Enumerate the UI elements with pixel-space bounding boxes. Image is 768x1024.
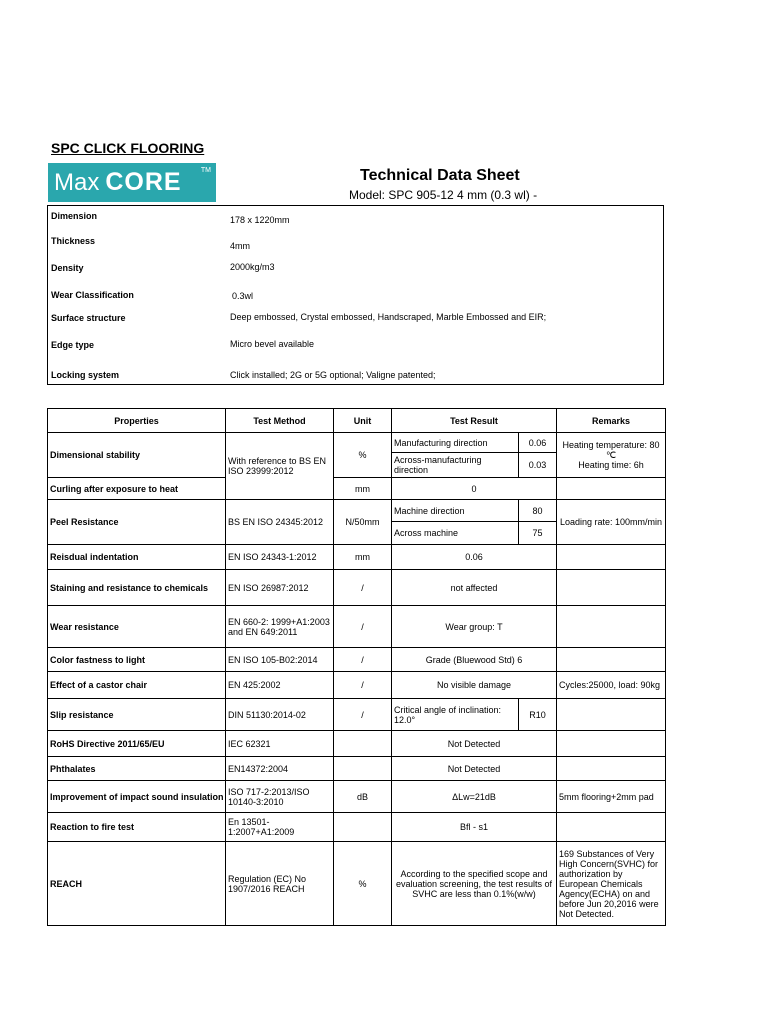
- header-test-method: Test Method: [226, 409, 334, 433]
- table-row: [48, 545, 666, 570]
- unit-color-fastness: /: [334, 648, 392, 672]
- table-row: [48, 813, 666, 842]
- property-staining: Staining and resistance to chemicals: [48, 570, 226, 606]
- header-remarks: Remarks: [557, 409, 666, 433]
- table-row: [48, 648, 666, 672]
- property-color-fastness: Color fastness to light: [48, 648, 226, 672]
- property-dimensional-stability: Dimensional stability: [48, 433, 226, 478]
- method-residual-indentation: EN ISO 24343-1:2012: [226, 545, 334, 570]
- method-impact-sound: ISO 717-2:2013/ISO 10140-3:2010: [226, 781, 334, 813]
- spec-label-locking: Locking system: [51, 370, 120, 380]
- remarks-residual-indentation: [557, 545, 666, 570]
- unit-wear-resistance: /: [334, 606, 392, 648]
- remarks-rohs: [557, 731, 666, 757]
- spec-label-dimension: Dimension: [51, 211, 98, 221]
- result-wear-resistance: Wear group: T: [392, 606, 557, 648]
- table-row: [48, 781, 666, 813]
- property-residual-indentation: Reisdual indentation: [48, 545, 226, 570]
- result-phthalates: Not Detected: [392, 757, 557, 781]
- remarks-wear-resistance: [557, 606, 666, 648]
- method-staining: EN ISO 26987:2012: [226, 570, 334, 606]
- table-header-row: [48, 409, 666, 433]
- remarks-curling: [557, 478, 666, 500]
- spec-value-edge: Micro bevel available: [230, 339, 315, 349]
- spec-value-surface: Deep embossed, Crystal embossed, Handscraped, Marble Embossed and EIR;: [230, 312, 547, 322]
- unit-phthalates: [334, 757, 392, 781]
- table-row: [48, 672, 666, 699]
- table-row: [48, 842, 666, 926]
- spec-value-thickness: 4mm: [230, 241, 250, 251]
- spec-label-thickness: Thickness: [51, 236, 96, 246]
- method-peel-resistance: BS EN ISO 24345:2012: [226, 500, 334, 545]
- unit-curling: mm: [334, 478, 392, 500]
- spec-box: [47, 205, 664, 385]
- table-row: [48, 478, 666, 500]
- remarks-peel-resistance: Loading rate: 100mm/min: [557, 500, 666, 545]
- logo-text-core: CORE: [105, 168, 182, 196]
- unit-dimensional-stability: %: [334, 433, 392, 478]
- result-value-machine-direction: 80: [519, 500, 557, 522]
- result-label-manufacturing-direction: Manufacturing direction: [392, 433, 519, 453]
- remarks-phthalates: [557, 757, 666, 781]
- table-row: [48, 433, 666, 453]
- result-reach: According to the specified scope and evaluation screening, the test results of SVHC are less than 0.1%(w/w): [392, 842, 557, 926]
- trademark-mark: TM: [200, 167, 211, 174]
- property-phthalates: Phthalates: [48, 757, 226, 781]
- spec-value-wear-classification: 0.3wl: [232, 291, 254, 301]
- unit-peel-resistance: N/50mm: [334, 500, 392, 545]
- method-reach: Regulation (EC) No 1907/2016 REACH: [226, 842, 334, 926]
- method-color-fastness: EN ISO 105-B02:2014: [226, 648, 334, 672]
- property-rohs: RoHS Directive 2011/65/EU: [48, 731, 226, 757]
- result-impact-sound: ΔLw=21dB: [392, 781, 557, 813]
- remarks-castor-chair: Cycles:25000, load: 90kg: [557, 672, 666, 699]
- table-row: [48, 570, 666, 606]
- property-fire-test: Reaction to fire test: [48, 813, 226, 842]
- remark-heating-temperature: Heating temperature: 80 ℃: [562, 440, 660, 460]
- remarks-dimensional-stability: [557, 433, 666, 478]
- unit-reach: %: [334, 842, 392, 926]
- result-residual-indentation: 0.06: [392, 545, 557, 570]
- remarks-impact-sound: 5mm flooring+2mm pad: [557, 781, 666, 813]
- result-label-across-manufacturing: Across-manufacturing direction: [392, 453, 519, 478]
- unit-slip-resistance: /: [334, 699, 392, 731]
- header-test-result: Test Result: [392, 409, 557, 433]
- table-row: [48, 606, 666, 648]
- document-heading: SPC CLICK FLOORING: [51, 140, 205, 156]
- result-value-across-manufacturing: 0.03: [519, 453, 557, 478]
- brand-logo: [48, 163, 216, 202]
- spec-value-density: 2000kg/m3: [230, 262, 275, 272]
- result-value-across-machine: 75: [519, 522, 557, 545]
- remarks-slip-resistance: [557, 699, 666, 731]
- method-wear-resistance: EN 660-2: 1999+A1:2003 and EN 649:2011: [226, 606, 334, 648]
- result-value-manufacturing-direction: 0.06: [519, 433, 557, 453]
- unit-residual-indentation: mm: [334, 545, 392, 570]
- remark-heating-time: Heating time: 6h: [578, 460, 644, 470]
- table-row: [48, 500, 666, 522]
- header-properties: Properties: [48, 409, 226, 433]
- method-castor-chair: EN 425:2002: [226, 672, 334, 699]
- unit-staining: /: [334, 570, 392, 606]
- property-peel-resistance: Peel Resistance: [48, 500, 226, 545]
- method-fire-test: En 13501-1:2007+A1:2009: [226, 813, 334, 842]
- unit-rohs: [334, 731, 392, 757]
- property-slip-resistance: Slip resistance: [48, 699, 226, 731]
- spec-label-surface: Surface structure: [51, 313, 126, 323]
- property-reach: REACH: [48, 842, 226, 926]
- remarks-staining: [557, 570, 666, 606]
- properties-table: [47, 408, 666, 926]
- result-color-fastness: Grade (Bluewood Std) 6: [392, 648, 557, 672]
- result-fire-test: Bfl - s1: [392, 813, 557, 842]
- header-unit: Unit: [334, 409, 392, 433]
- spec-label-edge: Edge type: [51, 340, 95, 350]
- table-row: [48, 757, 666, 781]
- method-slip-resistance: DIN 51130:2014-02: [226, 699, 334, 731]
- result-staining: not affected: [392, 570, 557, 606]
- property-curling: Curling after exposure to heat: [48, 478, 226, 500]
- spec-value-locking: Click installed; 2G or 5G optional; Valigne patented;: [230, 370, 436, 380]
- spec-label-density: Density: [51, 263, 84, 273]
- result-curling: 0: [392, 478, 557, 500]
- table-row: [48, 731, 666, 757]
- result-label-slip-resistance: Critical angle of inclination: 12.0°: [392, 699, 519, 731]
- unit-castor-chair: /: [334, 672, 392, 699]
- property-impact-sound: Improvement of impact sound insulation: [48, 781, 226, 813]
- result-castor-chair: No visible damage: [392, 672, 557, 699]
- spec-value-dimension: 178 x 1220mm: [230, 215, 290, 225]
- result-label-across-machine: Across machine: [392, 522, 519, 545]
- remarks-fire-test: [557, 813, 666, 842]
- spec-label-wear-classification: Wear Classification: [51, 290, 134, 300]
- remarks-reach: 169 Substances of Very High Concern(SVHC) for authorization by European Chemicals Agency(ECHA) on and before Jun 20,2016 were Not Detected.: [557, 842, 666, 926]
- result-value-slip-resistance: R10: [519, 699, 557, 731]
- result-rohs: Not Detected: [392, 731, 557, 757]
- logo-text-max: Max: [54, 169, 100, 196]
- remarks-color-fastness: [557, 648, 666, 672]
- result-label-machine-direction: Machine direction: [392, 500, 519, 522]
- method-dimensional-stability: With reference to BS EN ISO 23999:2012: [226, 433, 334, 500]
- property-wear-resistance: Wear resistance: [48, 606, 226, 648]
- property-castor-chair: Effect of a castor chair: [48, 672, 226, 699]
- unit-fire-test: [334, 813, 392, 842]
- method-rohs: IEC 62321: [226, 731, 334, 757]
- table-row: [48, 699, 666, 731]
- unit-impact-sound: dB: [334, 781, 392, 813]
- model-line: Model: SPC 905-12 4 mm (0.3 wl) -: [349, 188, 538, 202]
- page-title: Technical Data Sheet: [360, 167, 520, 184]
- method-phthalates: EN14372:2004: [226, 757, 334, 781]
